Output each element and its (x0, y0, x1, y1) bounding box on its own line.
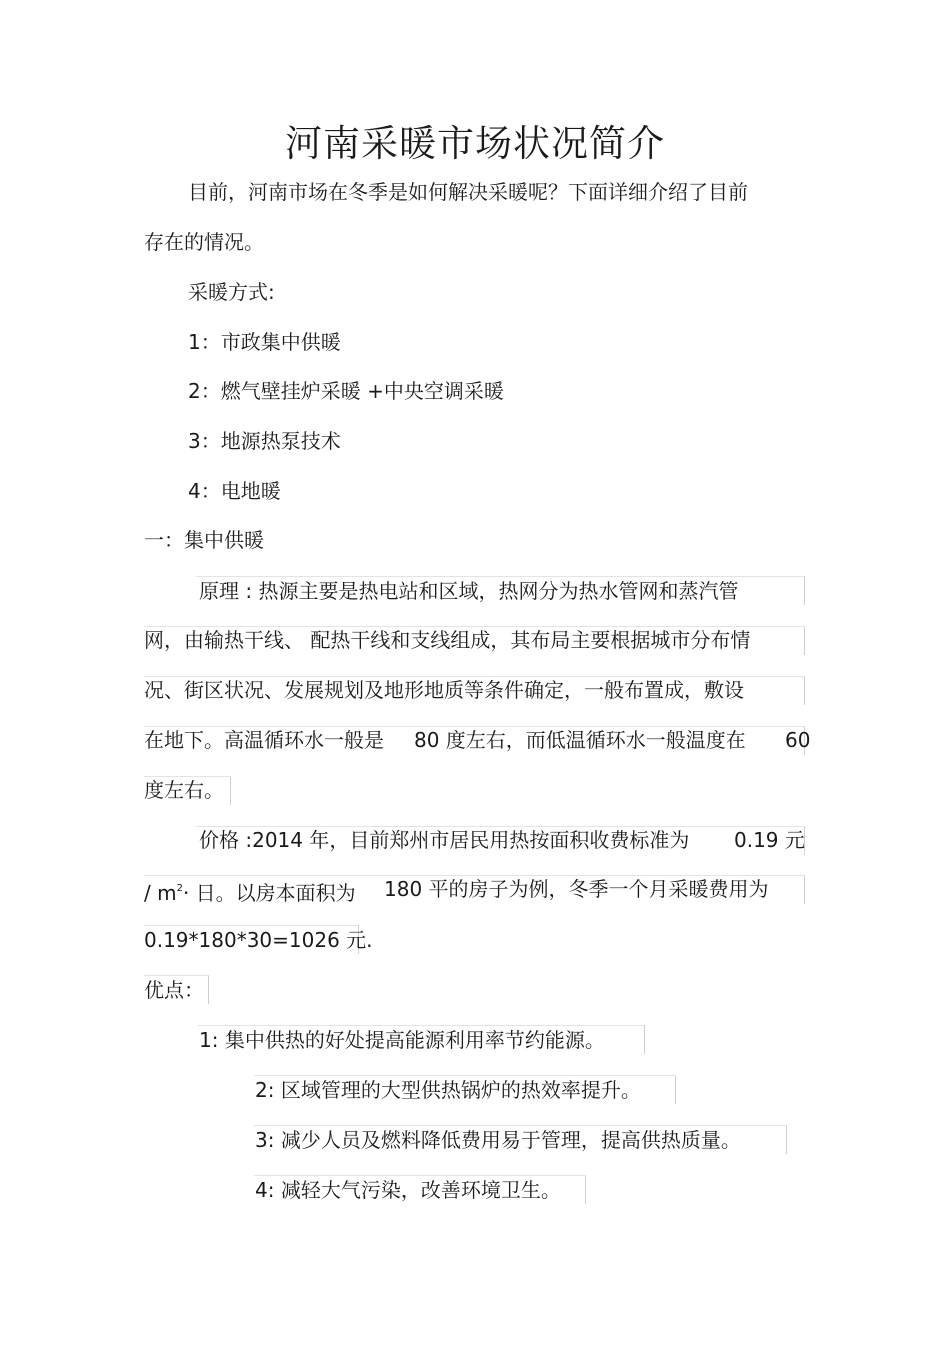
advantage-item-2: 2: 区域管理的大型供热锅炉的热效率提升。 (255, 1078, 641, 1102)
price-line-2 (144, 875, 356, 907)
advantage-item-1: 1: 集中供热的好处提高能源利用率节约能源。 (199, 1028, 605, 1052)
advantage-item-3: 3: 减少人员及燃料降低费用易于管理，提高供热质量。 (255, 1128, 741, 1152)
price-line-1a: 价格 :2014 年，目前郑州市居民用热按面积收费标准为 (199, 828, 690, 852)
intro-line-1: 目前，河南市场在冬季是如何解决采暖呢？下面详细介绍了目前 (188, 180, 748, 204)
principle-line-2: 网，由输热干线、 配热干线和支线组成，其布局主要根据城市分布情 (144, 628, 751, 652)
method-item-4: 4：电地暖 (188, 479, 281, 503)
methods-heading: 采暖方式: (188, 280, 275, 304)
method-item-2: 2：燃气壁挂炉采暖 +中央空调采暖 (188, 379, 504, 403)
advantages-heading: 优点： (144, 978, 204, 1002)
price-line-3: 0.19*180*30=1026 元. (144, 928, 373, 952)
principle-line-4c: 60 (785, 728, 811, 752)
principle-line-5: 度左右。 (144, 778, 224, 802)
method-item-1: 1：市政集中供暖 (188, 330, 341, 354)
principle-line-3: 况、街区状况、发展规划及地形地质等条件确定，一般布置成，敷设 (144, 678, 744, 702)
principle-line-4a: 在地下。高温循环水一般是 (144, 728, 384, 752)
principle-line-1: 原理 : 热源主要是热电站和区域，热网分为热水管网和蒸汽管 (199, 579, 739, 603)
price-line-2c: 180 平的房子为例，冬季一个月采暖费用为 (384, 877, 769, 901)
price-unit-superscript: 2 (176, 883, 183, 894)
price-unit: / m (144, 881, 177, 905)
section1-heading: 一：集中供暖 (144, 528, 264, 552)
price-line-2b: · 日。以房本面积为 (182, 881, 356, 905)
price-line-1b: 0.19 元 (734, 828, 805, 852)
intro-line-2: 存在的情况。 (144, 230, 264, 254)
document-title: 河南采暖市场状况简介 (285, 122, 665, 165)
method-item-3: 3：地源热泵技术 (188, 429, 341, 453)
advantage-item-4: 4: 减轻大气污染，改善环境卫生。 (255, 1178, 561, 1202)
principle-line-4b: 80 度左右，而低温循环水一般温度在 (414, 728, 746, 752)
